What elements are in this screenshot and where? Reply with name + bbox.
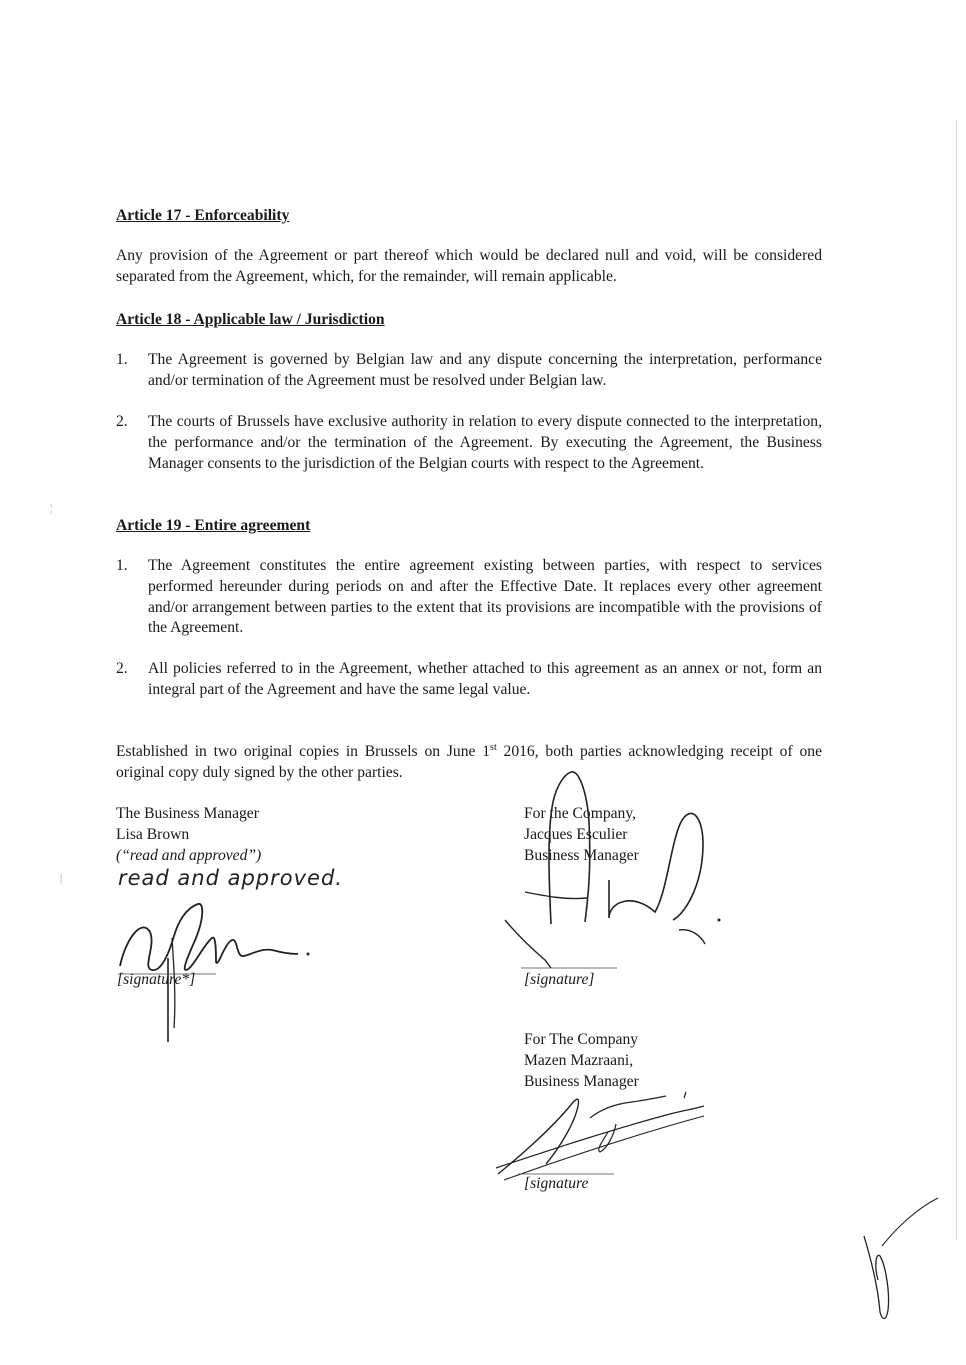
right-1-signature-label: [signature] xyxy=(524,971,595,988)
right-signer-2-block xyxy=(524,1030,639,1092)
article-18-heading: Article 18 - Applicable law / Jurisdiction xyxy=(116,311,385,328)
article-17-heading: Article 17 - Enforceability xyxy=(116,207,290,224)
list-text: The courts of Brussels have exclusive authority in relation to every dispute connected to the interpretation, the performance and/or the termination of the Agreement. By executing the Agreement, the Business Manager consents to the jurisdiction of the Belgian courts with respect to the Agreement. xyxy=(148,413,822,472)
left-signature-label: [signature*] xyxy=(117,971,196,988)
left-signer-block xyxy=(116,804,261,866)
closing-text-part: 2016, both parties acknowledging receipt of one original copy duly signed by the other parties. xyxy=(116,743,822,781)
list-number: 1. xyxy=(116,557,128,574)
closing-text-part: Established in two original copies in Brussels on June 1 xyxy=(116,743,491,760)
handwritten-note: read and approved. xyxy=(118,866,343,890)
signature-jacques-esculier xyxy=(505,772,735,972)
list-text: The Agreement constitutes the entire agreement existing between parties, with respect to services performed hereunder during periods on and after the Effective Date. It replaces every other agreement and/or arrangement between parties to the extent that its provisions are incompatible with the provisions of the Agreement. xyxy=(148,557,822,637)
signer-name: Mazen Mazraani, xyxy=(524,1051,634,1069)
right-2-signature-label: [signature xyxy=(524,1175,589,1192)
list-text: The Agreement is governed by Belgian law and any dispute concerning the interpretation, performance and/or termination of the Agreement must be resolved under Belgian law. xyxy=(148,351,822,389)
scan-mark: | xyxy=(60,872,63,884)
signer-role: The Business Manager xyxy=(116,805,259,822)
signer-note: (“read and approved”) xyxy=(116,846,262,864)
signer-role: Business Manager xyxy=(524,846,639,864)
signer-company: For The Company xyxy=(524,1031,639,1048)
ordinal-suffix: st xyxy=(490,741,497,753)
list-number: 2. xyxy=(116,660,128,677)
signer-name: Jacques Esculier xyxy=(524,825,628,843)
scan-edge-line xyxy=(956,120,957,1240)
scan-mark: ¦ xyxy=(50,502,53,514)
article-17-text: Any provision of the Agreement or part thereof which would be declared null and void, will be considered separated from the Agreement, which, for the remainder, will remain applicable. xyxy=(116,247,822,285)
list-number: 1. xyxy=(116,351,128,368)
margin-initials xyxy=(858,1196,948,1326)
list-number: 2. xyxy=(116,413,128,430)
signer-company: For the Company, xyxy=(524,805,637,822)
article-19-heading: Article 19 - Entire agreement xyxy=(116,517,311,534)
signer-name: Lisa Brown xyxy=(116,825,190,843)
signer-role: Business Manager xyxy=(524,1072,639,1090)
list-text: All policies referred to in the Agreement, whether attached to this agreement as an annex or not, form an integral part of the Agreement and have the same legal value. xyxy=(148,660,822,698)
